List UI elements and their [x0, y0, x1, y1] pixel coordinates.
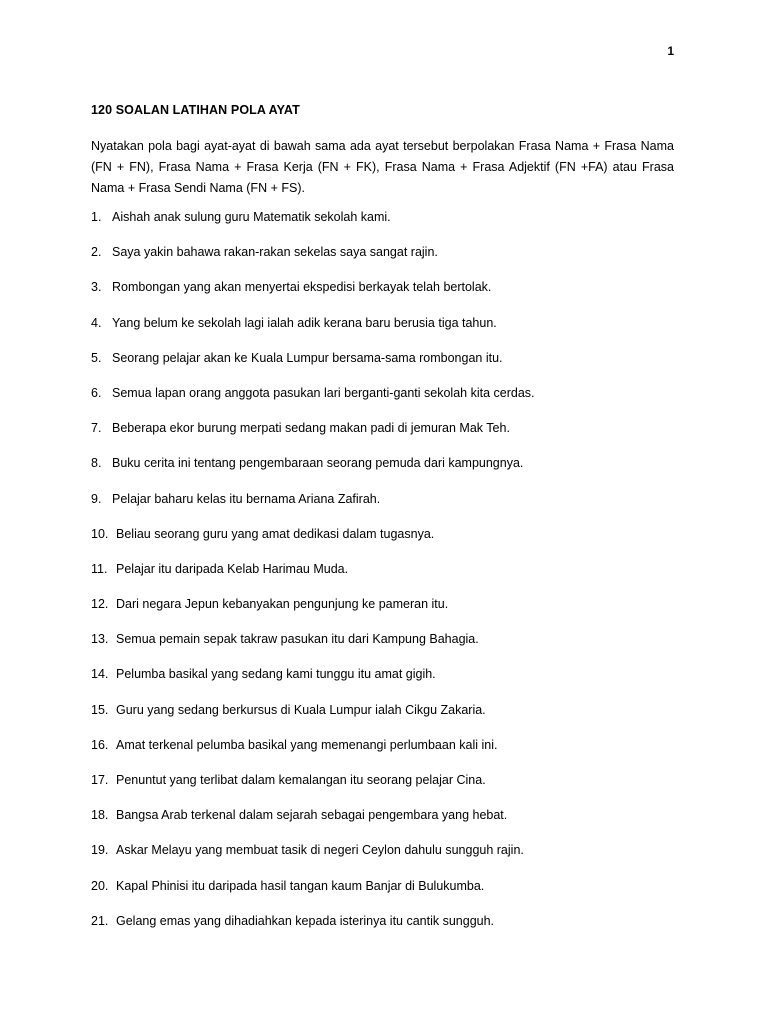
question-number: 6.: [91, 385, 102, 400]
question-text: Pelumba basikal yang sedang kami tunggu itu amat gigih.: [116, 667, 436, 682]
question-item: [91, 314, 681, 349]
instructions-paragraph: Nyatakan pola bagi ayat-ayat di bawah sama ada ayat tersebut berpolakan Frasa Nama + Frasa Nama (FN + FN), Frasa Nama + Frasa Kerja (FN + FK), Frasa Nama + Frasa Adjektif (FN +FA) atau Frasa Nama + Frasa Sendi Nama (FN + FS).: [91, 139, 674, 195]
question-item: [91, 595, 681, 630]
question-item: [91, 525, 681, 560]
page-number: 1: [667, 44, 674, 58]
question-text: Amat terkenal pelumba basikal yang memenangi perlumbaan kali ini.: [116, 737, 498, 752]
question-number: 2.: [91, 245, 102, 260]
question-text: Seorang pelajar akan ke Kuala Lumpur bersama-sama rombongan itu.: [112, 350, 503, 365]
question-item: [91, 806, 681, 841]
question-item: [91, 771, 681, 806]
question-number: 13.: [91, 632, 109, 647]
question-number: 18.: [91, 808, 109, 823]
question-number: 5.: [91, 350, 102, 365]
question-item: [91, 736, 681, 771]
question-text: Bangsa Arab terkenal dalam sejarah sebagai pengembara yang hebat.: [116, 808, 508, 823]
question-number: 3.: [91, 280, 102, 295]
question-text: Beliau seorang guru yang amat dedikasi dalam tugasnya.: [116, 526, 435, 541]
question-text: Yang belum ke sekolah lagi ialah adik kerana baru berusia tiga tahun.: [112, 315, 497, 330]
question-number: 4.: [91, 315, 102, 330]
question-text: Kapal Phinisi itu daripada hasil tangan kaum Banjar di Bulukumba.: [116, 878, 485, 893]
question-text: Penuntut yang terlibat dalam kemalangan itu seorang pelajar Cina.: [116, 773, 486, 787]
question-text: Saya yakin bahawa rakan-rakan sekelas saya sangat rajin.: [112, 245, 438, 260]
question-number: 11.: [91, 561, 108, 576]
question-text: Pelajar itu daripada Kelab Harimau Muda.: [116, 561, 349, 576]
question-item: [91, 560, 681, 595]
question-number: 9.: [91, 491, 102, 506]
question-item: [91, 278, 681, 313]
question-item: [91, 490, 681, 525]
question-text: Buku cerita ini tentang pengembaraan seorang pemuda dari kampungnya.: [112, 456, 524, 471]
question-item: [91, 630, 681, 665]
question-item: [91, 701, 681, 736]
question-text: Semua pemain sepak takraw pasukan itu dari Kampung Bahagia.: [116, 632, 479, 647]
question-text: Aishah anak sulung guru Matematik sekolah kami.: [112, 210, 391, 224]
question-number: 16.: [91, 737, 109, 752]
question-text: Askar Melayu yang membuat tasik di negeri Ceylon dahulu sungguh rajin.: [116, 843, 524, 858]
question-text: Rombongan yang akan menyertai ekspedisi berkayak telah bertolak.: [112, 280, 492, 295]
question-item: [91, 665, 681, 700]
document-title: 120 SOALAN LATIHAN POLA AYAT: [91, 103, 300, 117]
question-text: Pelajar baharu kelas itu bernama Ariana Zafirah.: [112, 491, 381, 506]
question-number: 21.: [91, 913, 109, 928]
question-text: Beberapa ekor burung merpati sedang makan padi di jemuran Mak Teh.: [112, 421, 510, 436]
question-number: 7.: [91, 421, 102, 436]
question-list: [91, 208, 681, 947]
question-item: [91, 877, 681, 912]
question-number: 10.: [91, 526, 109, 541]
question-item: [91, 419, 681, 454]
question-item: [91, 243, 681, 278]
question-item: [91, 454, 681, 489]
question-text: Semua lapan orang anggota pasukan lari berganti-ganti sekolah kita cerdas.: [112, 385, 535, 400]
question-item: [91, 912, 681, 947]
question-item: [91, 349, 681, 384]
question-text: Dari negara Jepun kebanyakan pengunjung ke pameran itu.: [116, 597, 449, 612]
question-number: 19.: [91, 843, 109, 858]
question-number: 14.: [91, 667, 109, 682]
question-number: 1.: [91, 210, 102, 224]
question-text: Guru yang sedang berkursus di Kuala Lumpur ialah Cikgu Zakaria.: [116, 702, 486, 717]
question-number: 17.: [91, 773, 109, 787]
question-number: 15.: [91, 702, 109, 717]
question-item: [91, 384, 681, 419]
question-text: Gelang emas yang dihadiahkan kepada isterinya itu cantik sungguh.: [116, 913, 495, 928]
question-number: 20.: [91, 878, 109, 893]
question-item: [91, 208, 681, 243]
question-number: 12.: [91, 597, 109, 612]
question-item: [91, 841, 681, 876]
question-number: 8.: [91, 456, 102, 471]
